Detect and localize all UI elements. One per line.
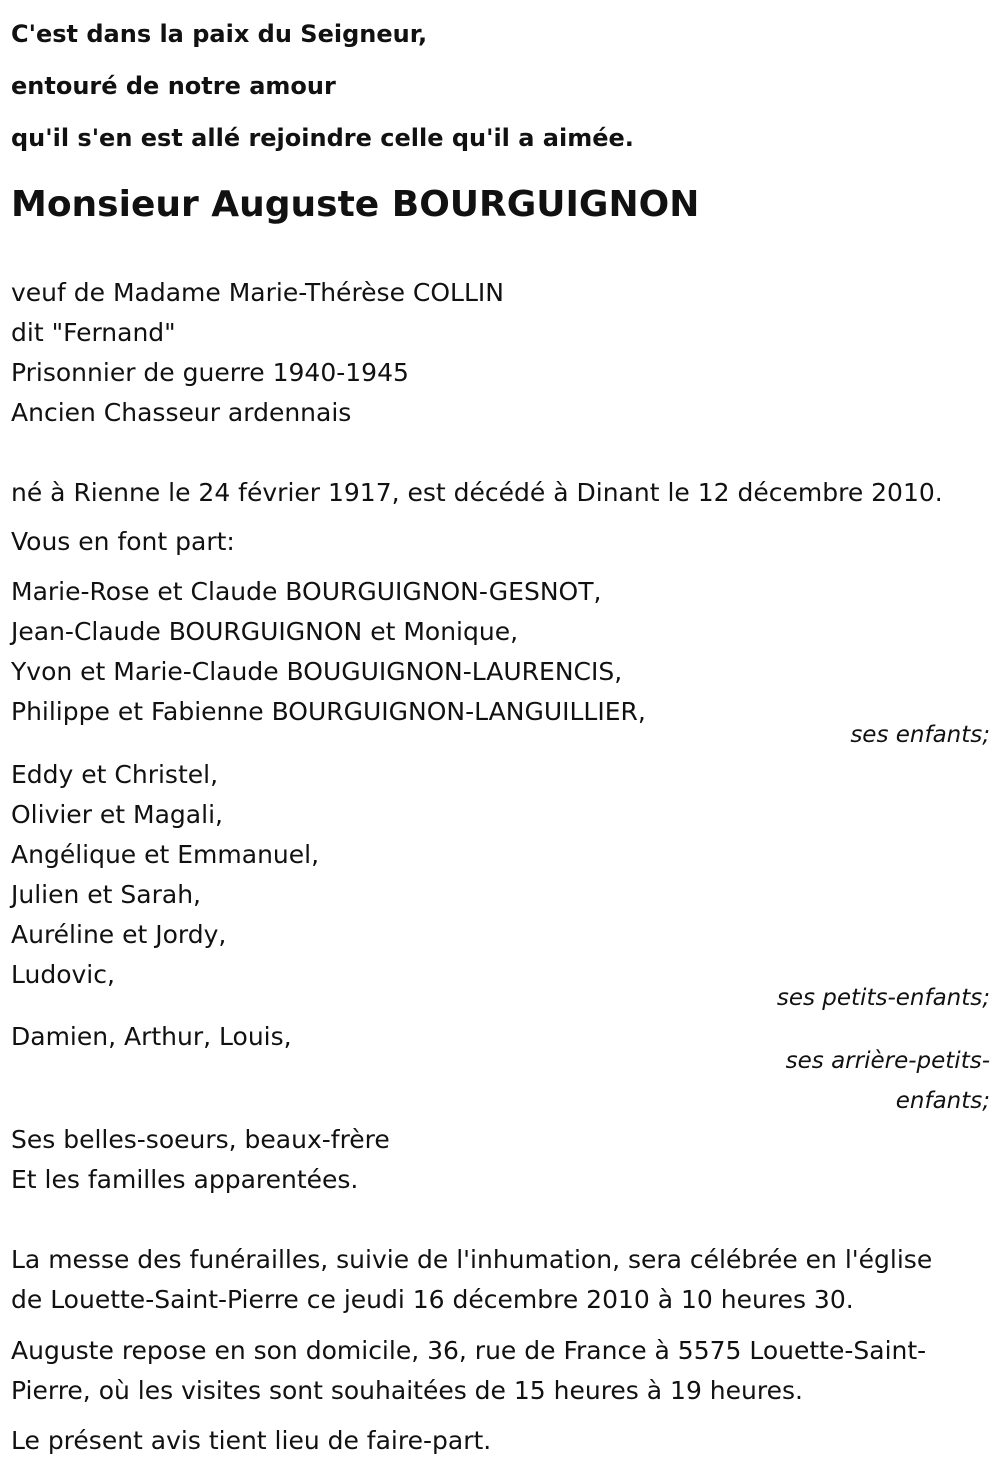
list-item: Auréline et Jordy, bbox=[11, 920, 227, 949]
visitation-line-1: Auguste repose en son domicile, 36, rue de France à 5575 Louette-Saint- bbox=[11, 1336, 927, 1365]
deceased-details bbox=[11, 273, 504, 433]
deceased-name: Monsieur Auguste BOURGUIGNON bbox=[11, 184, 700, 225]
other-relatives bbox=[11, 1120, 390, 1200]
birth-death-line: né à Rienne le 24 février 1917, est décédé à Dinant le 12 décembre 2010. bbox=[11, 478, 943, 507]
other-relatives-line-2: Et les familles apparentées. bbox=[11, 1165, 359, 1194]
intro-verse bbox=[11, 8, 634, 164]
funeral-line-2: de Louette-Saint-Pierre ce jeudi 16 décembre 2010 à 10 heures 30. bbox=[11, 1285, 854, 1314]
great-grandchildren-label-line-1: ses arrière-petits- bbox=[785, 1048, 990, 1074]
list-item: Marie-Rose et Claude BOURGUIGNON-GESNOT, bbox=[11, 577, 602, 606]
list-item: Olivier et Magali, bbox=[11, 800, 223, 829]
detail-chasseur: Ancien Chasseur ardennais bbox=[11, 398, 352, 427]
announce-line: Vous en font part: bbox=[11, 527, 235, 556]
other-relatives-line-1: Ses belles-soeurs, beaux-frère bbox=[11, 1125, 390, 1154]
funeral-notice bbox=[11, 1240, 932, 1320]
intro-line-3: qu'il s'en est allé rejoindre celle qu'il a aimée. bbox=[11, 124, 634, 152]
list-item: Ludovic, bbox=[11, 960, 115, 989]
great-grandchildren-label bbox=[786, 1041, 990, 1121]
list-item: Julien et Sarah, bbox=[11, 880, 201, 909]
grandchildren-label: ses petits-enfants; bbox=[776, 985, 990, 1011]
great-grandchildren-line: Damien, Arthur, Louis, bbox=[11, 1022, 292, 1051]
children-label: ses enfants; bbox=[850, 722, 990, 748]
grandchildren-list bbox=[11, 755, 319, 995]
intro-line-2: entouré de notre amour bbox=[11, 72, 336, 100]
visitation-line-2: Pierre, où les visites sont souhaitées de 15 heures à 19 heures. bbox=[11, 1376, 803, 1405]
funeral-line-1: La messe des funérailles, suivie de l'inhumation, sera célébrée en l'église bbox=[11, 1245, 933, 1274]
list-item: Philippe et Fabienne BOURGUIGNON-LANGUILLIER, bbox=[11, 697, 646, 726]
list-item: Eddy et Christel, bbox=[11, 760, 219, 789]
intro-line-1: C'est dans la paix du Seigneur, bbox=[11, 20, 428, 48]
children-list bbox=[11, 572, 646, 732]
visitation-notice bbox=[11, 1331, 926, 1411]
list-item: Yvon et Marie-Claude BOUGUIGNON-LAURENCIS, bbox=[11, 657, 623, 686]
closing-line: Le présent avis tient lieu de faire-part. bbox=[11, 1426, 492, 1455]
great-grandchildren-label-line-2: enfants; bbox=[895, 1088, 990, 1114]
detail-nickname: dit "Fernand" bbox=[11, 318, 176, 347]
list-item: Jean-Claude BOURGUIGNON et Monique, bbox=[11, 617, 519, 646]
detail-widower: veuf de Madame Marie-Thérèse COLLIN bbox=[11, 278, 504, 307]
list-item: Angélique et Emmanuel, bbox=[11, 840, 320, 869]
detail-prisoner: Prisonnier de guerre 1940-1945 bbox=[11, 358, 409, 387]
